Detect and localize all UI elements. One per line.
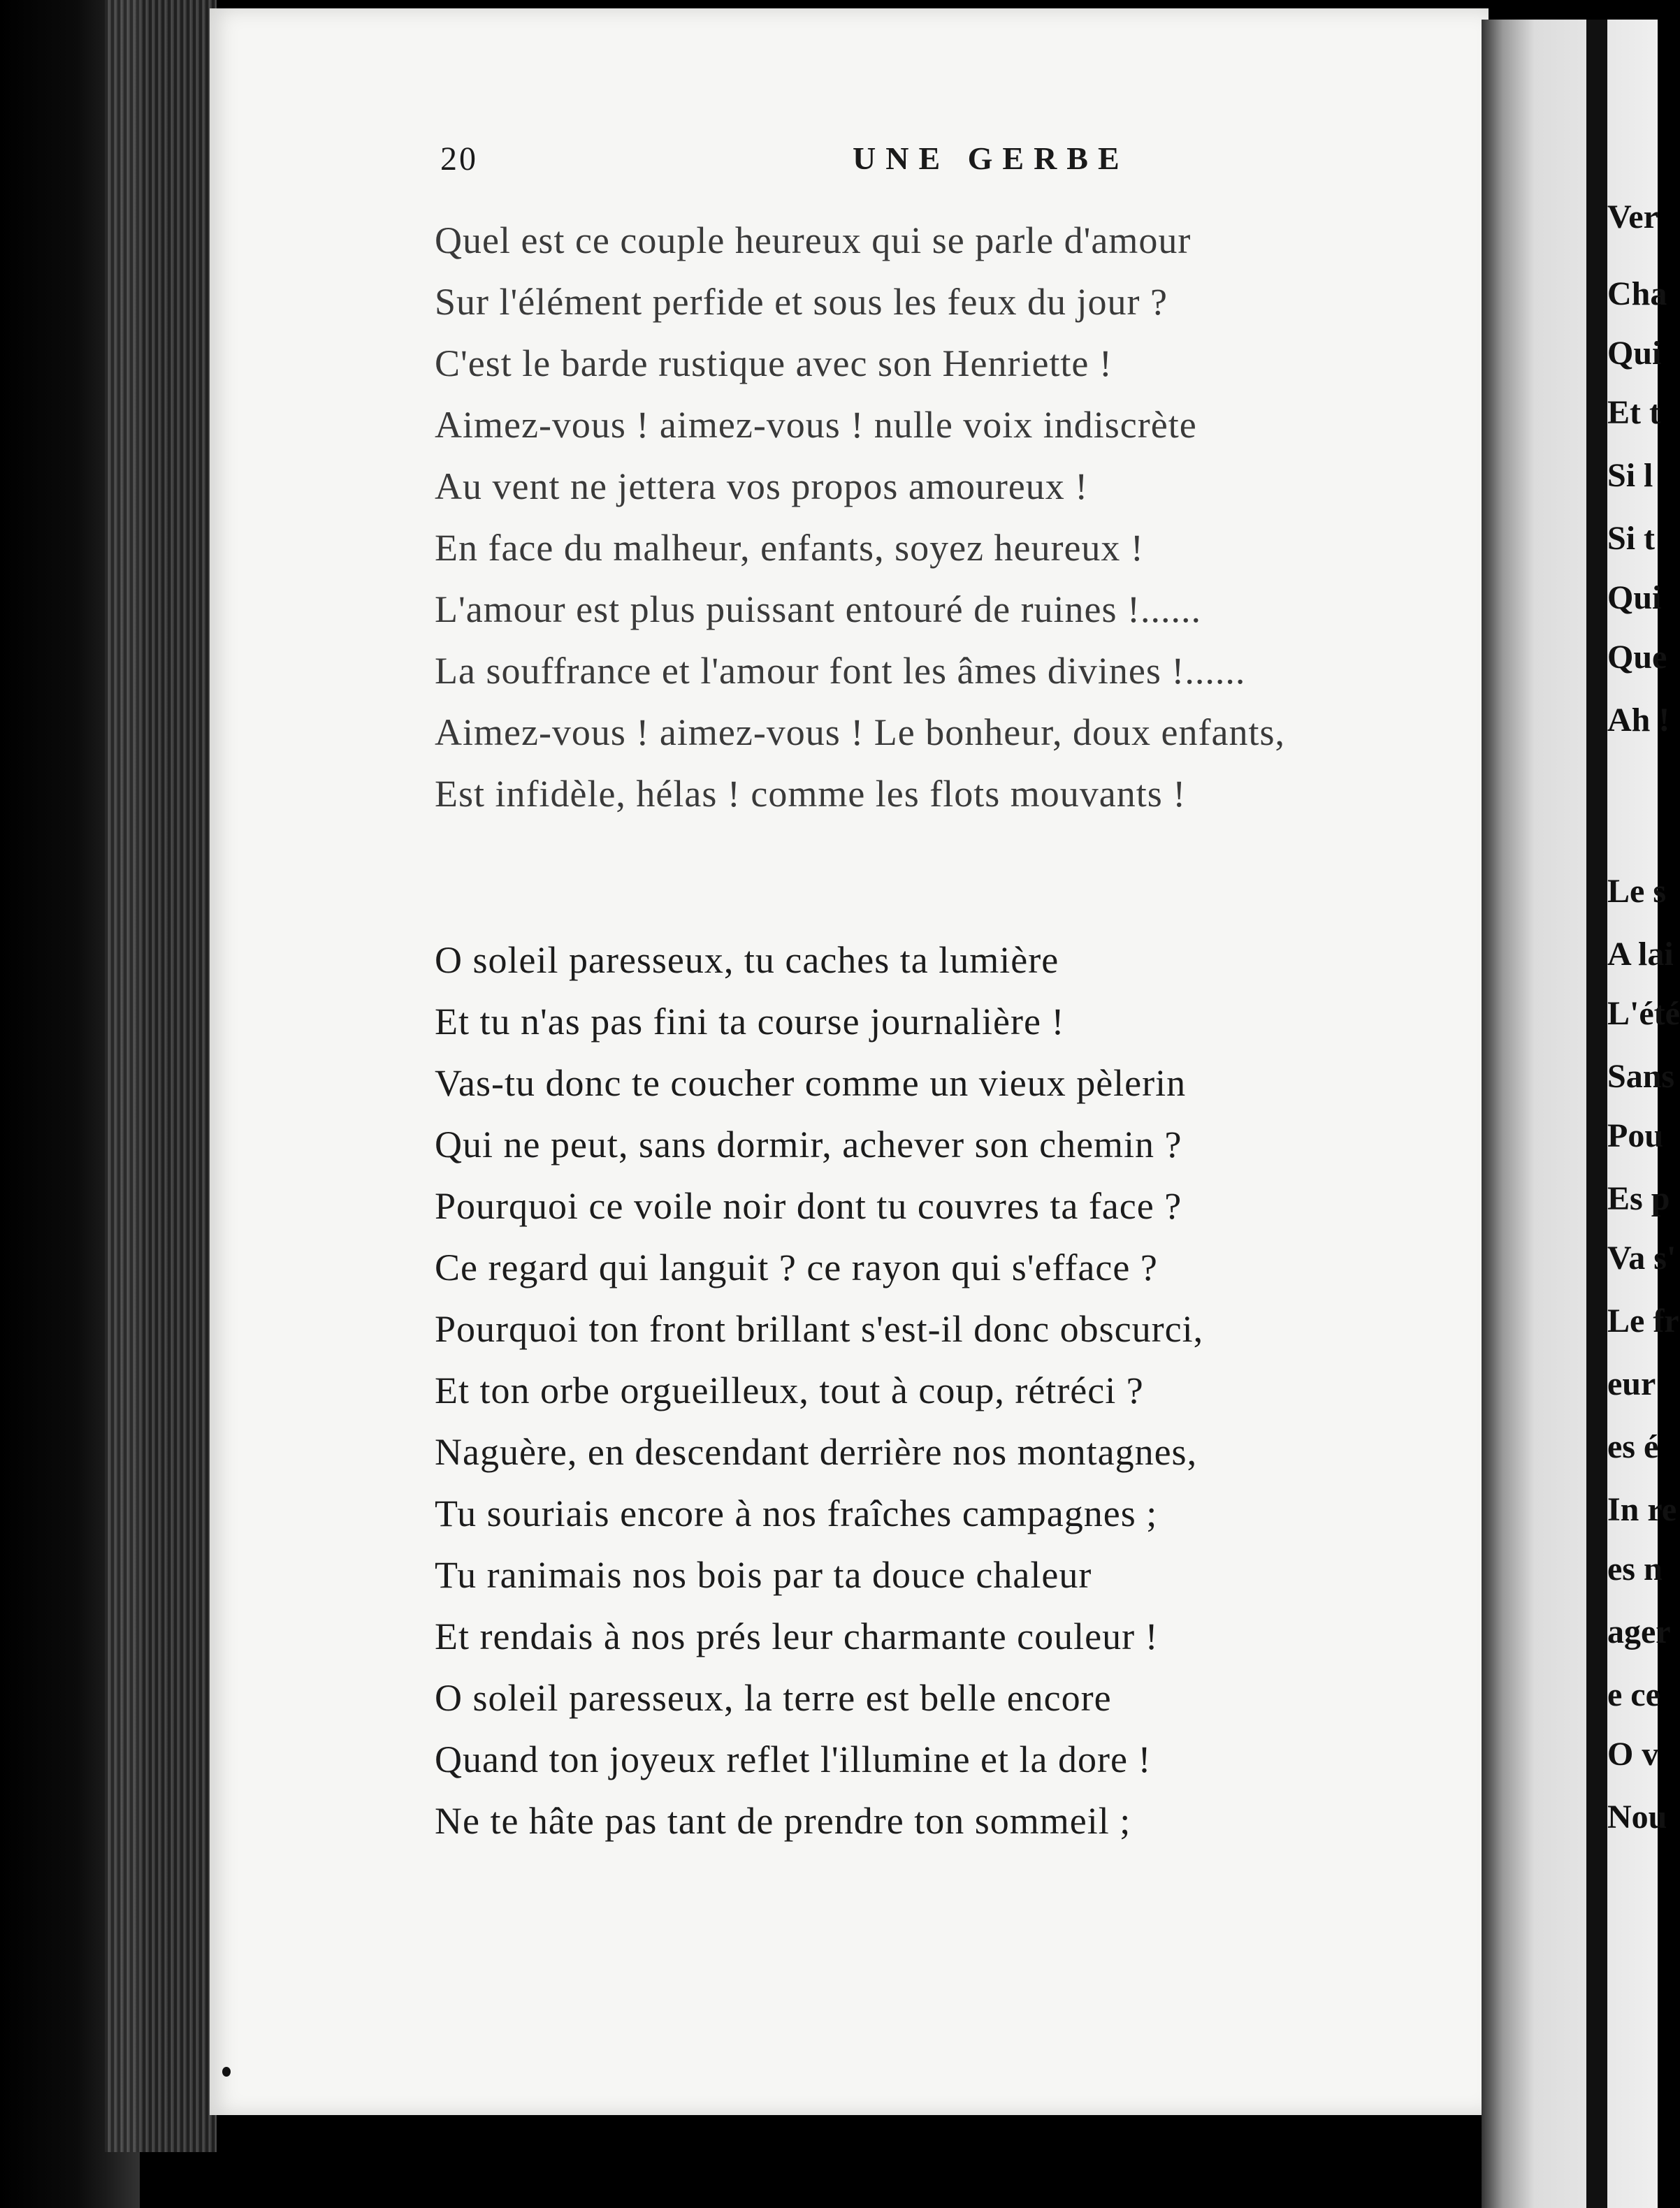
facing-page-fragment: es é xyxy=(1607,1428,1659,1465)
verse-line: Au vent ne jettera vos propos amoureux ! xyxy=(435,465,1089,507)
verse-line: C'est le barde rustique avec son Henriette ! xyxy=(435,342,1113,384)
facing-page-fragment: A lai xyxy=(1607,936,1674,973)
verse-line: En face du malheur, enfants, soyez heureux ! xyxy=(435,527,1144,569)
facing-page-fragment: eur xyxy=(1607,1365,1656,1402)
facing-page-fragment: In re xyxy=(1607,1491,1677,1528)
verse-line: Quel est ce couple heureux qui se parle d'amour xyxy=(435,219,1192,261)
facing-page-fragment: O v xyxy=(1607,1736,1659,1773)
facing-page-fragment: Le fr xyxy=(1607,1302,1679,1339)
verse-line: O soleil paresseux, tu caches ta lumière xyxy=(435,939,1059,981)
facing-page-fragment: Va s' xyxy=(1607,1240,1677,1277)
verse-line: Pourquoi ton front brillant s'est-il donc obscurci, xyxy=(435,1308,1204,1350)
facing-page-fragment: Et t xyxy=(1607,394,1660,431)
facing-page-fragment: Pou xyxy=(1607,1117,1664,1154)
verse-line: L'amour est plus puissant entouré de ruines !...... xyxy=(435,588,1202,630)
verse-line: Et rendais à nos prés leur charmante couleur ! xyxy=(435,1615,1159,1657)
facing-page-fragment: es n xyxy=(1607,1550,1663,1588)
page-stack-edge xyxy=(105,0,217,2152)
verse-line: Est infidèle, hélas ! comme les flots mouvants ! xyxy=(435,773,1187,815)
verse-line: Pourquoi ce voile noir dont tu couvres ta face ? xyxy=(435,1185,1182,1227)
verse-line: Ne te hâte pas tant de prendre ton sommeil ; xyxy=(435,1800,1131,1842)
facing-page-shadow xyxy=(1586,20,1607,2208)
verse-line: Naguère, en descendant derrière nos montagnes, xyxy=(435,1431,1198,1473)
verse-line: Aimez-vous ! aimez-vous ! Le bonheur, doux enfants, xyxy=(435,711,1285,753)
verse-line: Quand ton joyeux reflet l'illumine et la dore ! xyxy=(435,1738,1152,1780)
verse-line: Qui ne peut, sans dormir, achever son chemin ? xyxy=(435,1124,1182,1165)
stanza-1 xyxy=(435,210,1285,825)
verse-line: Tu souriais encore à nos fraîches campagnes ; xyxy=(435,1492,1158,1534)
facing-page-fragment: e ce xyxy=(1607,1676,1660,1713)
verse-line: Aimez-vous ! aimez-vous ! nulle voix indiscrète xyxy=(435,404,1197,446)
facing-page-fragment: Que xyxy=(1607,639,1667,676)
facing-page-fragment: Si l xyxy=(1607,457,1653,494)
facing-page-fragment: L'été xyxy=(1607,995,1680,1032)
facing-page-fragment: Le s xyxy=(1607,873,1666,910)
facing-page-fragment: Ver xyxy=(1607,198,1658,235)
verse-line: Vas-tu donc te coucher comme un vieux pèlerin xyxy=(435,1062,1187,1104)
facing-page-fragment: Es p xyxy=(1607,1180,1670,1217)
facing-page-fragment: Qui xyxy=(1607,579,1662,616)
facing-page-edge xyxy=(1482,20,1680,2208)
verse-line: O soleil paresseux, la terre est belle encore xyxy=(435,1677,1112,1719)
ink-speck xyxy=(222,2067,231,2077)
facing-page-fragment: Nou xyxy=(1607,1799,1667,1836)
facing-page-fragment: Sans xyxy=(1607,1058,1675,1095)
verse-line: Ce regard qui languit ? ce rayon qui s'efface ? xyxy=(435,1247,1158,1288)
facing-page-fragment: ager xyxy=(1607,1613,1671,1650)
page-number: 20 xyxy=(440,140,478,177)
facing-page-fragment: Ah ! xyxy=(1607,702,1670,739)
running-title: UNE GERBE xyxy=(853,140,1129,176)
verse-line: Et tu n'as pas fini ta course journalière ! xyxy=(435,1001,1065,1043)
facing-page-fragment: Cha xyxy=(1607,275,1667,312)
verse-line: Et ton orbe orgueilleux, tout à coup, rétréci ? xyxy=(435,1370,1144,1411)
verse-line: Tu ranimais nos bois par ta douce chaleur xyxy=(435,1554,1092,1596)
facing-page-fragment: Si t xyxy=(1607,520,1656,557)
verse-line: Sur l'élément perfide et sous les feux du jour ? xyxy=(435,281,1168,323)
stanza-2 xyxy=(435,929,1203,1852)
page-header xyxy=(210,140,1489,182)
verse-line: La souffrance et l'amour font les âmes divines !...... xyxy=(435,650,1246,692)
facing-page-fragment: Qui xyxy=(1607,335,1662,372)
